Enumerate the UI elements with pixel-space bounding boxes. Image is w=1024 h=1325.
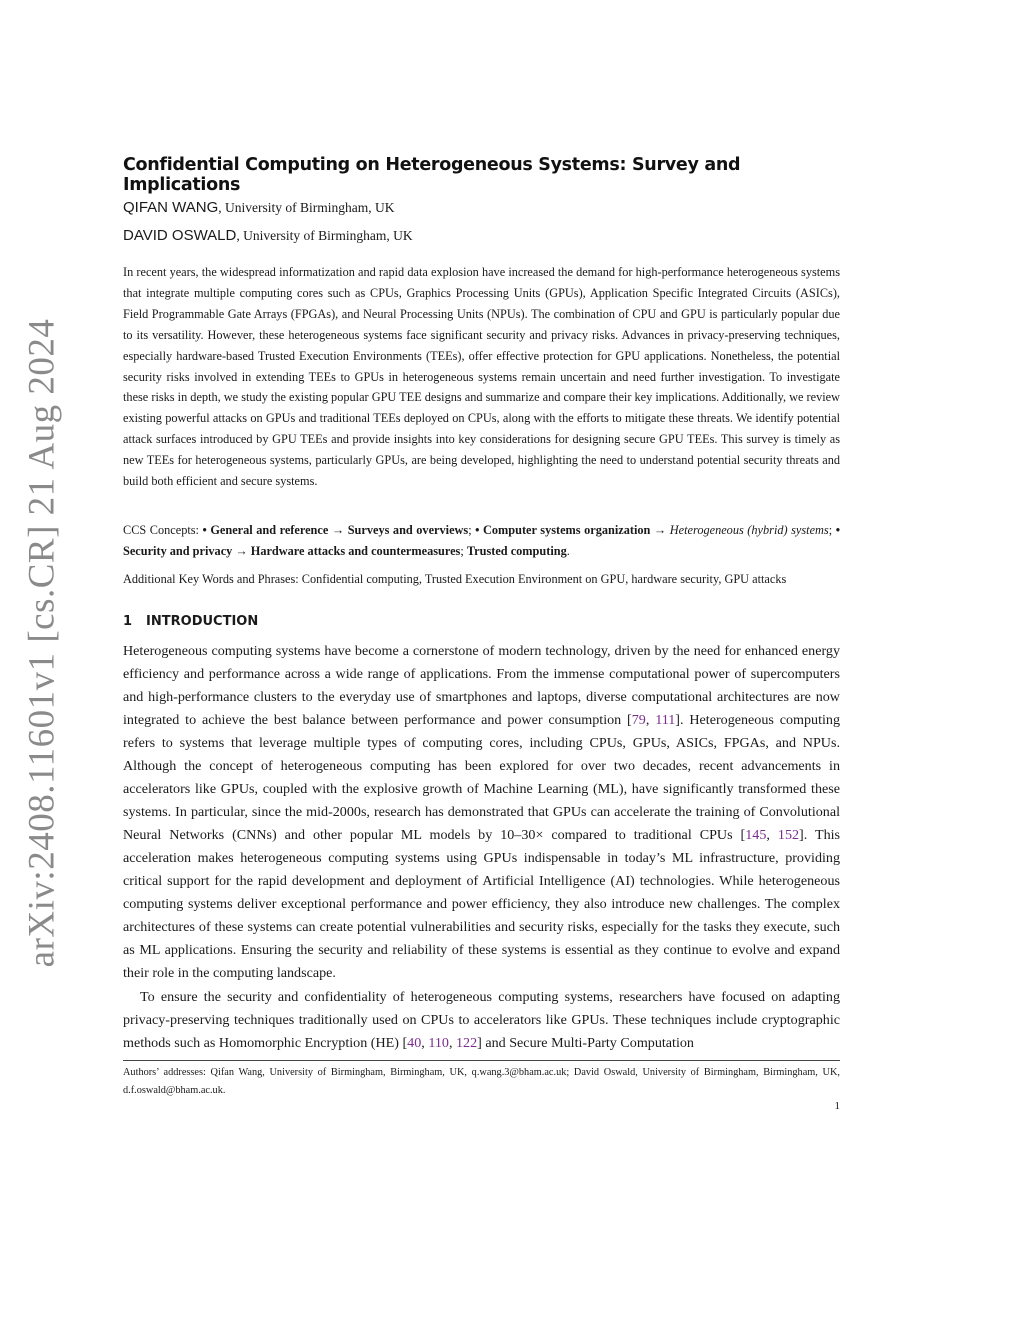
- arxiv-stamp: arXiv:2408.11601v1 [cs.CR] 21 Aug 2024: [21, 318, 63, 968]
- author-name: DAVID OSWALD: [123, 227, 237, 244]
- separator: ;: [460, 544, 467, 558]
- citation-link[interactable]: 79: [631, 712, 646, 728]
- author-1: [123, 199, 840, 216]
- ccs-item: • General and reference → Surveys and overviews: [202, 523, 469, 537]
- section-number: 1: [123, 614, 133, 629]
- separator: ;: [828, 523, 836, 537]
- author-affiliation: , University of Birmingham, UK: [236, 228, 413, 243]
- author-2: [123, 227, 840, 244]
- text: To ensure the security and confidentiality of heterogeneous computing systems, researchers have focused on adapting privacy-preserving techniques traditionally used on CPUs to accelerators like GPUs. These techniques include cryptographic methods such as Homomorphic Encryption (HE) [: [123, 989, 840, 1051]
- page-number: 1: [834, 1100, 840, 1112]
- text: ,: [421, 1035, 429, 1051]
- text: Heterogeneous computing systems have become a cornerstone of modern technology, driven by the need for enhanced energy efficiency and performance across a wide range of applications. From the immense computational power of supercomputers and high-performance clusters to the everyday use of smartphones and laptops, diverse computational architectures are now integrated to achieve the best balance between performance and power consumption [: [123, 643, 840, 728]
- ccs-item: • Computer systems organization →: [475, 523, 670, 537]
- section-heading: [123, 614, 840, 629]
- text: ] and Secure Multi-Party Computation: [477, 1035, 694, 1051]
- paper-title: Confidential Computing on Heterogeneous Systems: Survey and Implications: [123, 155, 741, 195]
- separator: ;: [468, 523, 476, 537]
- citation-link[interactable]: 122: [455, 1035, 478, 1051]
- ccs-item: Heterogeneous (hybrid) systems: [669, 523, 829, 537]
- paragraph: [123, 640, 840, 985]
- ccs-concepts: [123, 520, 840, 562]
- separator: .: [566, 544, 570, 558]
- paragraph: [123, 986, 840, 1055]
- intro-body: [123, 640, 840, 1055]
- text: ,: [645, 712, 656, 728]
- abstract: In recent years, the widespread informatization and rapid data explosion have increased the demand for high-performance heterogeneous systems that integrate multiple computing cores such as CPUs, Graphics Processing Units (GPUs), Application Specific Integrated Circuits (ASICs), Field Programmable Gate Arrays (FPGAs), and Neural Processing Units (NPUs). The combination of CPU and GPU is particularly popular due to its versatility. However, these heterogeneous systems face significant security and privacy risks. Advances in privacy-preserving techniques, especially hardware-based Trusted Execution Environments (TEEs), offer effective protection for GPU applications. Nonetheless, the potential security risks involved in extending TEEs to GPUs in heterogeneous systems remain uncertain and need further investigation. To investigate these risks in depth, we study the existing popular GPU TEE designs and summarize and compare their key implications. Additionally, we review existing powerful attacks on GPUs and traditional TEEs deployed on CPUs, along with the efforts to mitigate these threats. We identify potential attack surfaces introduced by GPU TEEs and provide insights into key considerations for designing secure GPU TEEs. This survey is timely as new TEEs for heterogeneous systems, particularly GPUs, are being developed, highlighting the need to understand potential security threats and build both efficient and secure systems.: [123, 265, 840, 489]
- section-title: INTRODUCTION: [146, 614, 259, 629]
- citation-link[interactable]: 40: [407, 1035, 422, 1051]
- keywords: Additional Key Words and Phrases: Confidential computing, Trusted Execution Environment on GPU, hardware security, GPU attacks: [123, 572, 787, 586]
- author-name: QIFAN WANG: [123, 199, 219, 216]
- text: ,: [448, 1035, 456, 1051]
- text: ,: [766, 827, 778, 843]
- text: ]. This acceleration makes heterogeneous computing systems using GPUs indispensable in today’s ML infrastructure, providing critical support for the rapid development and deployment of Artificial Intelligence (AI) technologies. While heterogeneous computing systems deliver exceptional performance and power efficiency, they also introduce new challenges. The complex architectures of these systems can create potential vulnerabilities and security risks, especially for the tasks they execute, such as ML applications. Ensuring the security and reliability of these systems is essential as they continue to evolve and expand their role in the computing landscape.: [123, 827, 841, 981]
- ccs-item: • Security and privacy → Hardware attacks and countermeasures: [123, 523, 840, 558]
- citation-link[interactable]: 145: [745, 827, 767, 843]
- citation-link[interactable]: 110: [428, 1035, 449, 1051]
- ccs-item: Trusted computing: [466, 544, 567, 558]
- author-affiliation: , University of Birmingham, UK: [218, 200, 395, 215]
- ccs-label: CCS Concepts:: [123, 523, 203, 537]
- citation-link[interactable]: 152: [777, 827, 800, 843]
- citation-link[interactable]: 111: [655, 712, 676, 728]
- text: ]. Heterogeneous computing refers to systems that leverage multiple types of computing cores, including CPUs, GPUs, ASICs, FPGAs, and NPUs. Although the concept of heterogeneous computing has been explored for over two decades, recent advancements in accelerators like GPUs, coupled with the explosive growth of Machine Learning (ML), have significantly transformed these systems. In particular, since the mid-2000s, research has demonstrated that GPUs can accelerate the training of Convolutional Neural Networks (CNNs) and other popular ML models by 10–30× compared to traditional CPUs [: [123, 712, 840, 843]
- footnote-rule: [123, 1060, 840, 1061]
- footnote: Authors’ addresses: Qifan Wang, University of Birmingham, Birmingham, UK, q.wang.3@bham.ac.uk; David Oswald, University of Birmingham, Birmingham, UK, d.f.oswald@bham.ac.uk.: [123, 1067, 840, 1096]
